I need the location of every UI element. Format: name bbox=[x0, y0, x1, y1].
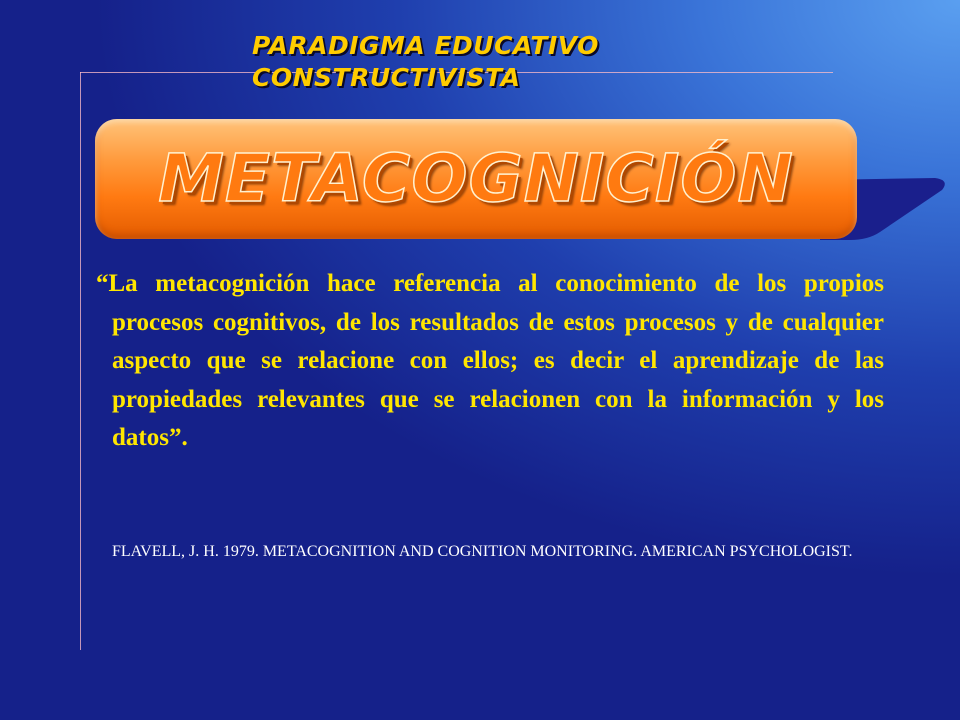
banner-heading: METACOGNICIÓN bbox=[158, 140, 794, 217]
title-banner bbox=[95, 119, 857, 239]
slide-title-line-1: PARADIGMA EDUCATIVO bbox=[252, 31, 599, 60]
slide-title-line-2: CONSTRUCTIVISTA bbox=[252, 63, 521, 92]
definition-quote: “La metacognición hace referencia al conocimiento de los propios procesos cognitivos, de los resultados de estos procesos y de cualquier aspecto que se relacione con ellos; es decir el aprendizaje de las propiedades relevantes que se relacionen con la información y los datos”. bbox=[96, 270, 884, 451]
reference-citation: FLAVELL, J. H. 1979. METACOGNITION AND COGNITION MONITORING. AMERICAN PSYCHOLOGIST. bbox=[112, 543, 853, 560]
